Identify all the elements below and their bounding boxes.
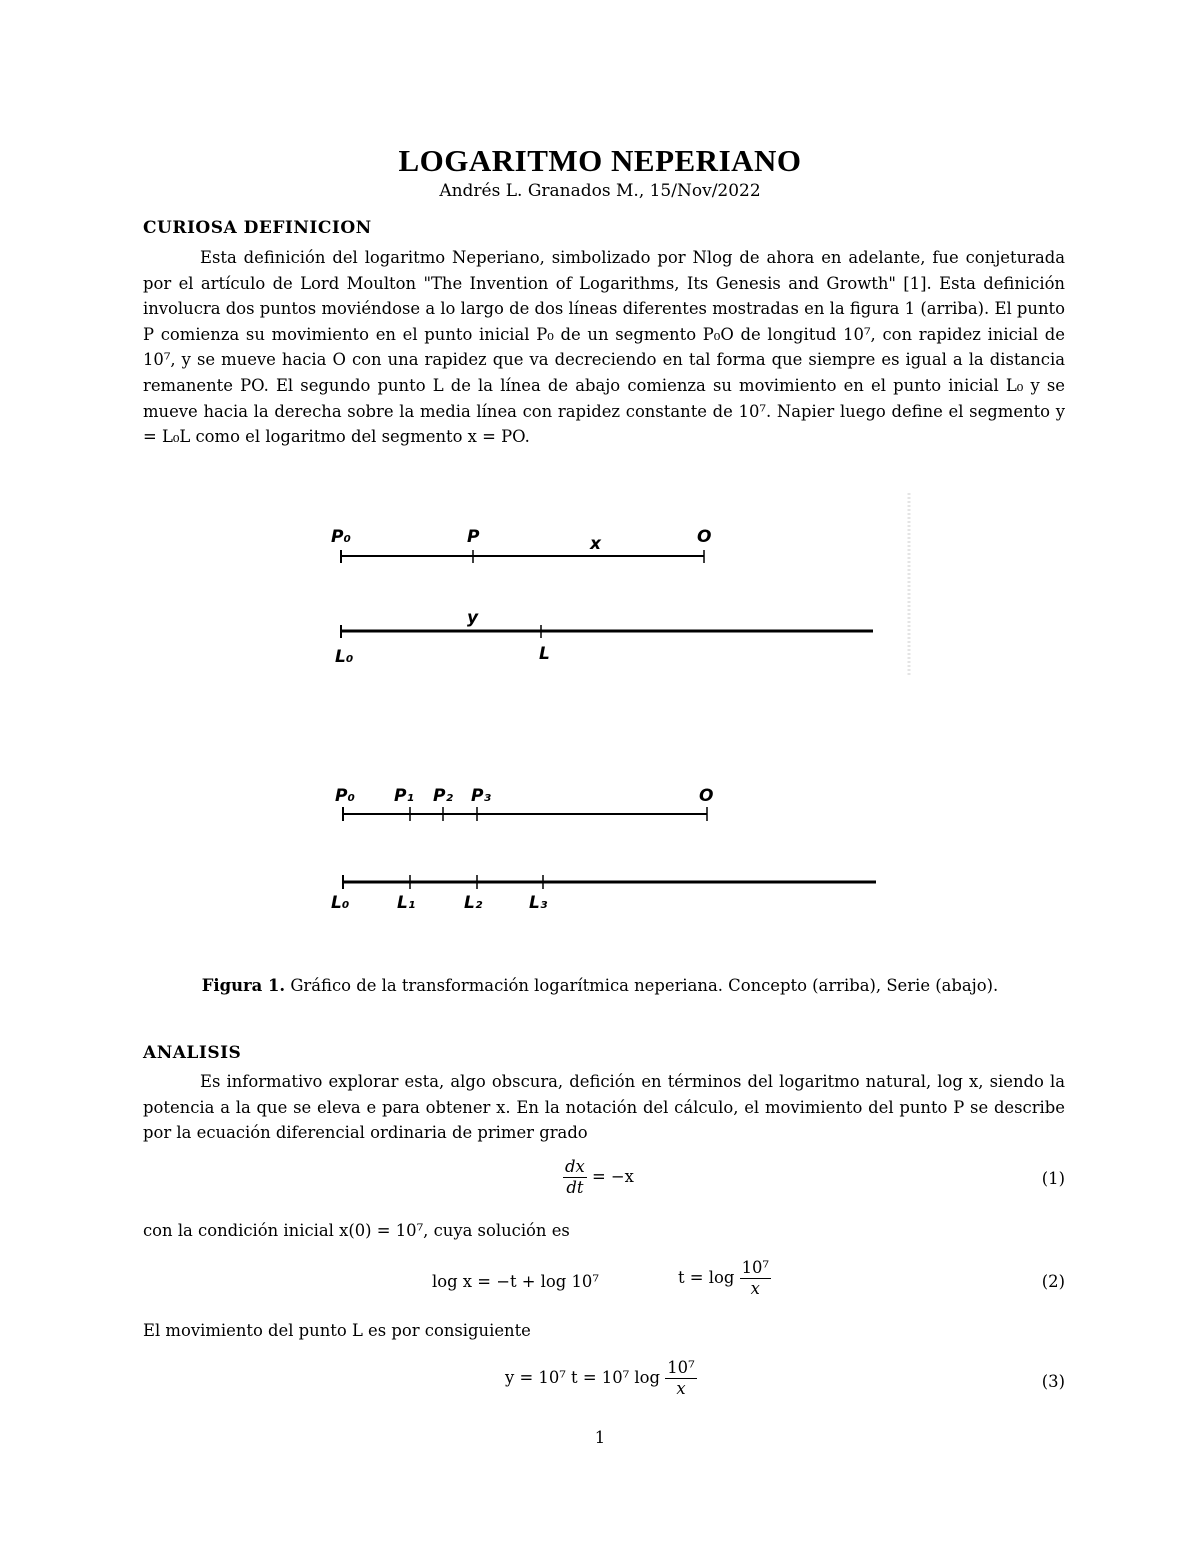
analysis-text-1: Es informativo explorar esta, algo obscura, defición en términos del logaritmo natural, log x, siendo la potencia a la que se eleva e para obtener x. En la notación del cálculo, el movimiento del punto P se describe por la ecuación diferencial ordinaria de primer grado xyxy=(143,1072,1065,1143)
eq1-den: dt xyxy=(566,1178,584,1197)
label-y: y xyxy=(467,608,479,628)
eq1-body xyxy=(563,1157,634,1198)
eq3-body xyxy=(505,1358,697,1399)
label-series-p0: P₀ xyxy=(335,786,355,806)
figure-1 xyxy=(300,480,940,930)
page-number: 1 xyxy=(594,1428,606,1447)
label-l0: L₀ xyxy=(335,647,354,667)
label-series-l1: L₁ xyxy=(397,893,416,913)
eq2-fraction xyxy=(740,1258,771,1299)
caption-text: Gráfico de la transformación logarítmica neperiana. Concepto (arriba), Serie (abajo). xyxy=(290,976,999,995)
eq3-den: x xyxy=(676,1379,686,1398)
label-series-l3: L₃ xyxy=(529,893,548,913)
eq1-fraction xyxy=(563,1157,587,1198)
label-p0: P₀ xyxy=(331,527,351,547)
section-heading-analisis: ANALISIS xyxy=(143,1043,242,1063)
label-p: P xyxy=(467,527,480,547)
eq2-num: 10⁷ xyxy=(741,1258,769,1277)
eq3-prefix: y = 10⁷ t = 10⁷ log xyxy=(505,1368,661,1387)
eq2-number: (2) xyxy=(1041,1272,1065,1291)
label-series-p3: P₃ xyxy=(471,786,491,806)
eq1-number: (1) xyxy=(1041,1169,1065,1188)
label-x: x xyxy=(590,534,601,554)
eq1-rhs: = −x xyxy=(591,1167,634,1186)
eq3-num: 10⁷ xyxy=(667,1358,695,1377)
label-series-p2: P₂ xyxy=(433,786,453,806)
label-l: L xyxy=(539,644,550,664)
author-line: Andrés L. Granados M., 15/Nov/2022 xyxy=(439,181,761,201)
label-series-o: O xyxy=(699,786,714,806)
analysis-paragraph-2 xyxy=(143,1218,1065,1244)
caption-label: Figura 1. xyxy=(201,976,286,995)
label-series-l0: L₀ xyxy=(331,893,350,913)
definition-text: Esta definición del logaritmo Neperiano, simbolizado por Nlog de ahora en adelante, fue conjeturada por el artículo de Lord Moulton "The Invention of Logarithms, Its Genesis and Growth" [1]. Esta definición involucra dos puntos moviéndose a lo largo de dos líneas diferentes mostradas en la figura 1 (arriba). El punto P comienza su movimiento en el punto inicial P₀ de un segmento P₀O de longitud 10⁷, con rapidez inicial de 10⁷, y se mueve hacia O con una rapidez que va decreciendo en tal forma que siempre es igual a la distancia remanente PO. El segundo punto L de la línea de abajo comienza su movimiento en el punto inicial L₀ y se mueve hacia la derecha sobre la media línea con rapidez constante de 10⁷. Napier luego define el segmento y = L₀L como el logaritmo del segmento x = PO. xyxy=(143,248,1065,447)
eq2-right-prefix: t = log xyxy=(678,1268,735,1287)
eq2-right xyxy=(678,1258,771,1299)
figure-caption xyxy=(0,976,1200,995)
eq3-number: (3) xyxy=(1041,1372,1065,1391)
eq3-fraction xyxy=(665,1358,696,1399)
page-title: LOGARITMO NEPERIANO xyxy=(398,143,802,178)
eq1-num: dx xyxy=(565,1157,585,1176)
definition-paragraph xyxy=(143,245,1065,450)
analysis-text-3: El movimiento del punto L es por consiguiente xyxy=(143,1321,531,1340)
analysis-text-2: con la condición inicial x(0) = 10⁷, cuya solución es xyxy=(143,1221,570,1240)
eq2-left: log x = −t + log 10⁷ xyxy=(432,1272,599,1291)
eq2-den: x xyxy=(750,1279,760,1298)
analysis-paragraph-1 xyxy=(143,1069,1065,1146)
section-heading-definicion: CURIOSA DEFINICION xyxy=(143,218,372,238)
analysis-paragraph-3 xyxy=(143,1318,1065,1344)
label-o: O xyxy=(697,527,712,547)
label-series-p1: P₁ xyxy=(394,786,414,806)
label-series-l2: L₂ xyxy=(464,893,483,913)
